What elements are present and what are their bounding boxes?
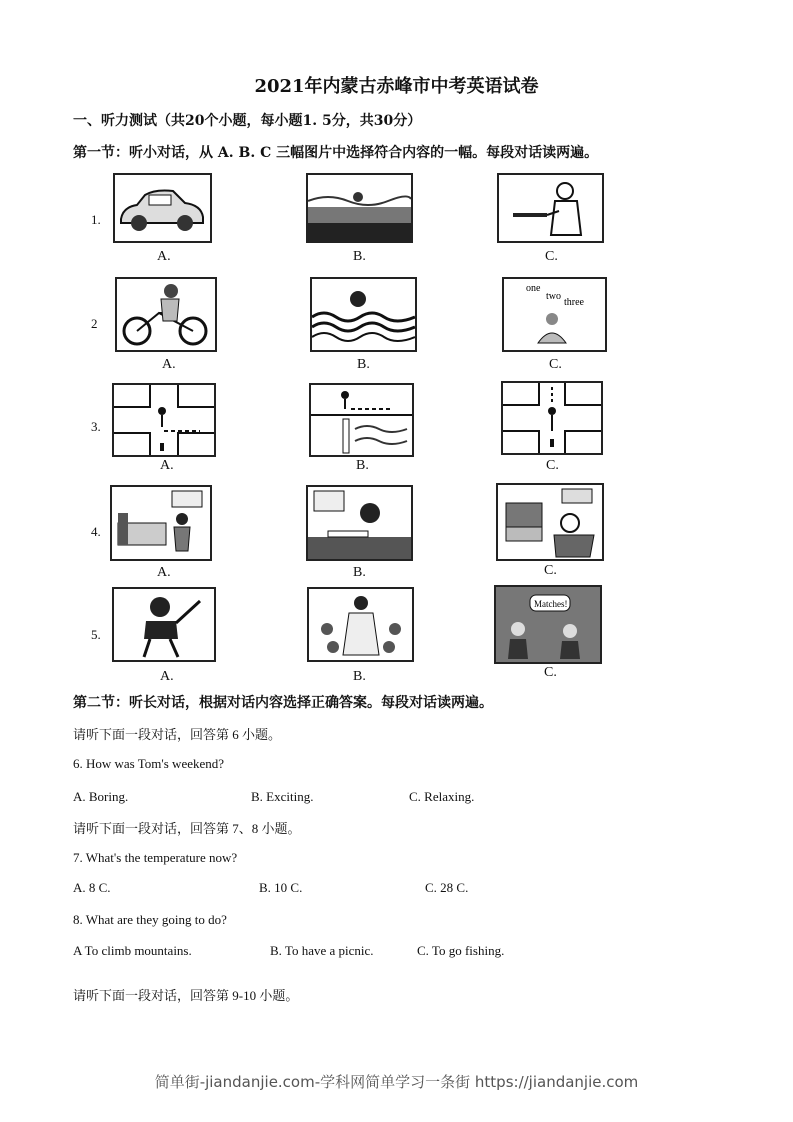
question-7-option-b: B. 10 C. — [259, 880, 303, 895]
footer-watermark: 简单街-jiandanjie.com-学科网简单学习一条街 https://jiandanjie.com — [154, 1073, 639, 1091]
listening-intro: 请听下面一段对话，回答第 6 小题。 — [73, 727, 282, 742]
cartoon-cat-picture — [112, 587, 216, 662]
cook-picture — [497, 173, 604, 243]
question-8-option-a: A To climb mountains. — [73, 943, 192, 958]
option-label: B. — [353, 669, 366, 684]
option-label: B. — [353, 565, 366, 580]
counting-picture — [502, 277, 607, 352]
option-label: C. — [544, 665, 557, 680]
listening-intro: 请听下面一段对话，回答第 7、8 小题。 — [73, 821, 301, 836]
car-picture — [113, 173, 212, 243]
question-6-option-a: A. Boring. — [73, 789, 129, 804]
option-label: B. — [356, 458, 369, 473]
option-label: C. — [546, 458, 559, 473]
part1-heading: 第一节：听小对话，从 A. B. C 三幅图片中选择符合内容的一幅。每段对话读两遍。 — [73, 145, 599, 161]
tv-room-picture — [496, 483, 604, 561]
part2-heading: 第二节：听长对话，根据对话内容选择正确答案。每段对话读两遍。 — [73, 695, 493, 711]
question-7: 7. What's the temperature now? — [73, 850, 238, 865]
study-picture — [306, 485, 413, 561]
beach-picture — [306, 173, 413, 243]
section-heading-listening: 一、听力测试（共20个小题，每小题1. 5分，共30分） — [73, 113, 422, 129]
question-8-option-b: B. To have a picnic. — [270, 943, 374, 958]
question-8-option-c: C. To go fishing. — [417, 943, 505, 958]
question-number: 3. — [91, 419, 101, 434]
option-label: C. — [545, 249, 558, 264]
river-path-picture — [309, 383, 414, 457]
question-6-option-b: B. Exciting. — [251, 789, 314, 804]
option-label: A. — [160, 669, 174, 684]
swimmer-picture — [310, 277, 417, 352]
counting-word: one — [526, 283, 541, 294]
counting-word: two — [546, 291, 561, 302]
cyclist-picture — [115, 277, 217, 352]
snow-white-picture — [307, 587, 414, 662]
question-6-option-c: C. Relaxing. — [409, 789, 475, 804]
option-label: A. — [162, 357, 176, 372]
option-label: B. — [353, 249, 366, 264]
question-7-option-a: A. 8 C. — [73, 880, 111, 895]
kids-sign-picture — [494, 585, 602, 664]
page-title: 2021年内蒙古赤峰市中考英语试卷 — [254, 76, 539, 97]
question-8: 8. What are they going to do? — [73, 912, 227, 927]
option-label: A. — [157, 565, 171, 580]
question-6: 6. How was Tom's weekend? — [73, 756, 225, 771]
sign-text: Matches! — [534, 599, 568, 609]
option-label: C. — [549, 357, 562, 372]
question-number: 1. — [91, 212, 101, 227]
option-label: A. — [157, 249, 171, 264]
bedroom-picture — [110, 485, 212, 561]
listening-intro: 请听下面一段对话，回答第 9-10 小题。 — [73, 988, 299, 1003]
crossroad-straight-picture — [501, 381, 603, 455]
option-label: A. — [160, 458, 174, 473]
counting-word: three — [564, 297, 584, 308]
question-7-option-c: C. 28 C. — [425, 880, 469, 895]
option-label: C. — [544, 563, 557, 578]
crossroad-turn-picture — [112, 383, 216, 457]
question-number: 4. — [91, 524, 101, 539]
option-label: B. — [357, 357, 370, 372]
question-number: 5. — [91, 627, 101, 642]
question-number: 2 — [91, 316, 98, 331]
